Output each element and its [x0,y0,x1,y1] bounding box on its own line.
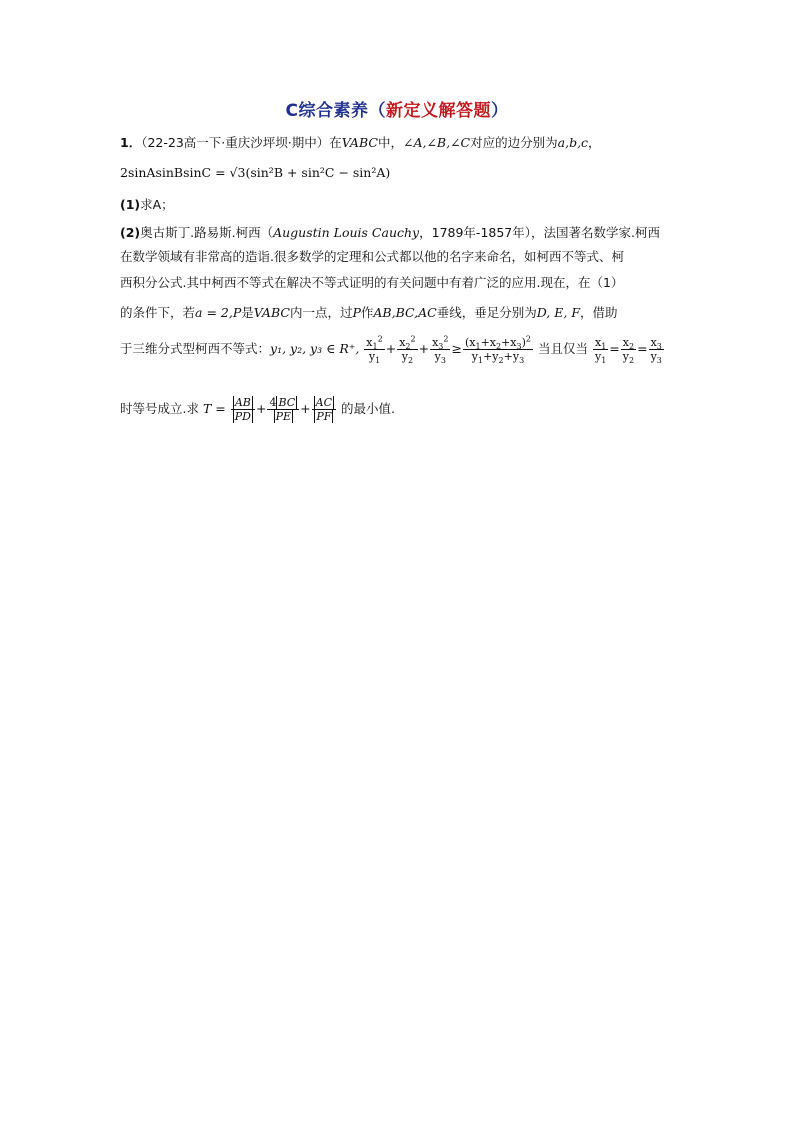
part-1: (1)求A； [120,197,174,212]
problem-source: （22-23高一下·重庆沙坪坝·期中） [141,135,330,150]
given-equation: 2sinAsinBsinC = √3(sin²B + sin²C − sin²A) [120,165,391,180]
cauchy-formula: $\frac{x_1^2}{y_1}$ + $\frac{x_2^2}{y_2}$ + $\frac{x_3^2}{y_3}$ ≥ $\frac{(x_1+x_2+x_3)^2}{y_1+y_2+y_3}$ [366,334,531,366]
title-end: ） [490,101,509,121]
equality-condition: $\frac{x_1}{y_1}$ = $\frac{x_2}{y_2}$ = $\frac{x_3}{y_3}$ [594,336,662,366]
title-highlight: 新定义解答题 [385,101,491,121]
part-2-line-4: 的条件下，若a = 2,P是VABC内一点，过P作AB,BC,AC垂线，垂足分别为D, E, F，借助 [120,305,618,320]
target-expression: T = $\frac{AB}{PD}$ + $\frac{4 BC}{PE}$ + $\frac{AC}{PF}$ [203,401,341,416]
part-2-line-2: 在数学领域有非常高的造诣.很多数学的定理和公式都以他的名字来命名，如柯西不等式、柯 [120,249,624,264]
cauchy-inequality-line: 于三维分式型柯西不等式：y₁, y₂, y₃ ∈ R⁺, $\frac{x_1^2}{y_1}$ + $\frac{x_2^2}{y_2}$ + $\frac{x_3^2}{y_3}$ ≥ $\frac{(x_1+x_2+x_3)^2}{y_1+y_2+y_3}$ 当且仅当 $\frac{x_1}{y_1}$ = $\frac{x_2}{y_2}$ = $\frac{x_3}{y_3}$ [120,336,665,363]
final-question-line: 时等号成立.求 T = $\frac{AB}{PD}$ + $\frac{4 BC}{PE}$ + $\frac{AC}{PF}$ 的最小值. [120,396,395,423]
part-2-line-3: 西积分公式.其中柯西不等式在解决不等式证明的有关问题中有着广泛的应用.现在，在（1） [120,275,624,290]
section-title [0,96,794,121]
title-main: C综合素养（ [285,101,386,121]
problem-line-1: 1．（22-23高一下·重庆沙坪坝·期中）在VABC中，∠A,∠B,∠C对应的边分别为a,b,c， [120,135,601,150]
part-2-line-1: (2)奥古斯丁.路易斯.柯西（Augustin Louis Cauchy，1789年-1857年），法国著名数学家.柯西 [120,225,660,240]
problem-number: 1． [120,135,142,150]
